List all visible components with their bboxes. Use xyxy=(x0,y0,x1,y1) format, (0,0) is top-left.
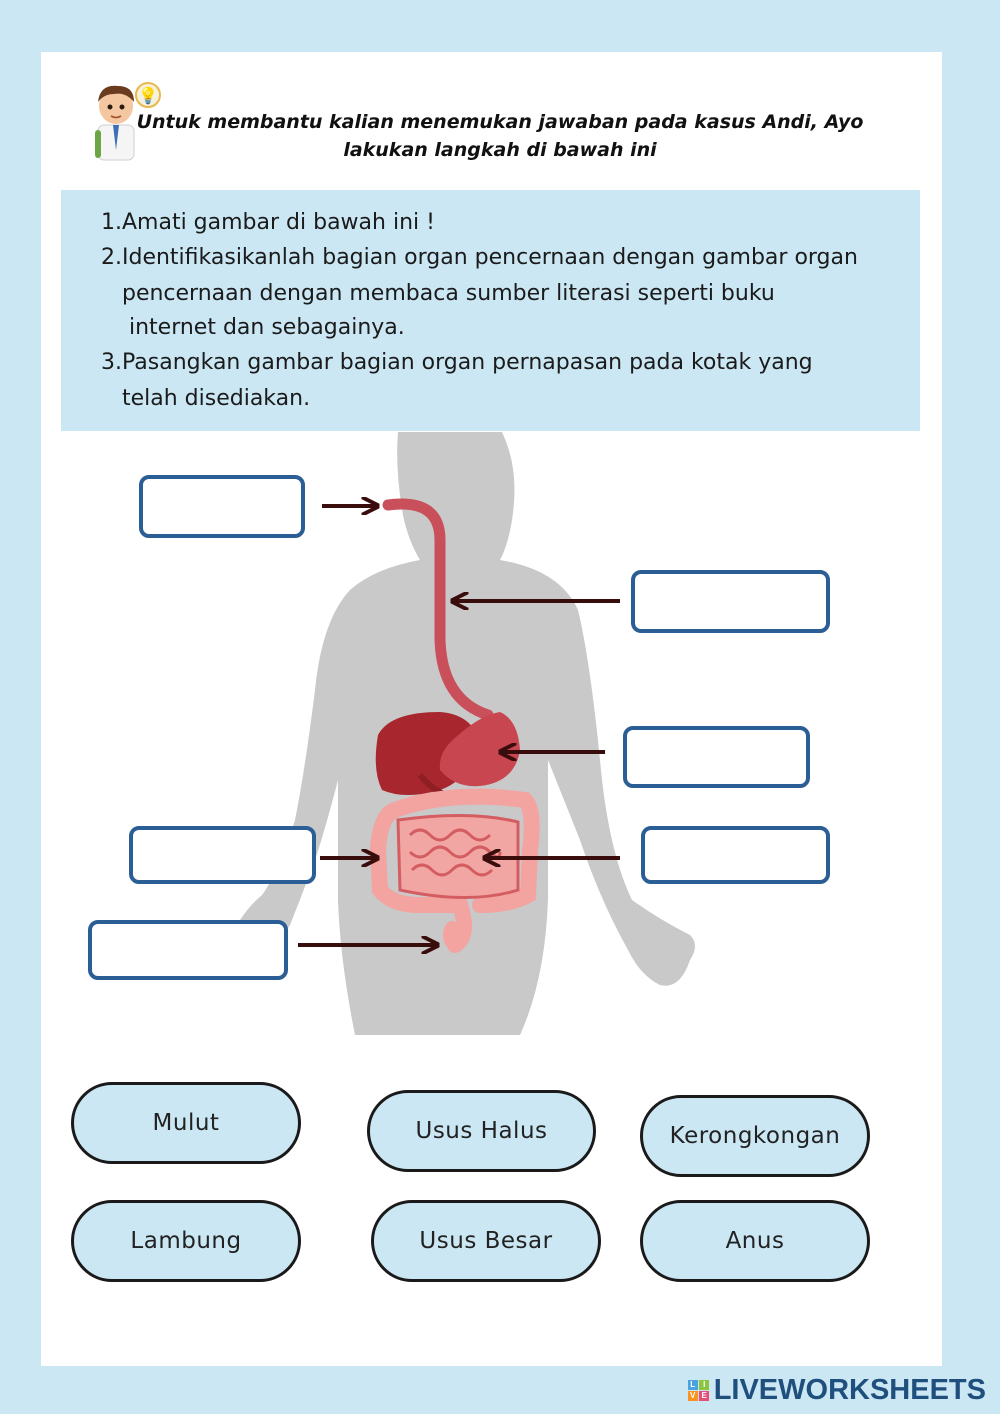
step-2-cont-a: pencernaan dengan membaca sumber literasi seperti buku xyxy=(101,281,775,306)
answer-box-6[interactable] xyxy=(88,920,288,980)
step-3: 3.Pasangkan gambar bagian organ pernapasan pada kotak yang xyxy=(101,350,813,375)
answer-box-2[interactable] xyxy=(631,570,830,633)
step-2-cont-b: internet dan sebagainya. xyxy=(101,315,405,340)
answer-box-5[interactable] xyxy=(641,826,830,884)
intro-line-2: lakukan langkah di bawah ini xyxy=(343,139,657,161)
step-2: 2.Identifikasikanlah bagian organ pencernaan dengan gambar organ xyxy=(101,245,858,270)
intro-text xyxy=(130,108,870,164)
label-mulut[interactable]: Mulut xyxy=(71,1082,301,1164)
label-usus-besar[interactable]: Usus Besar xyxy=(371,1200,601,1282)
liveworksheets-logo xyxy=(688,1374,986,1407)
label-usus-halus[interactable]: Usus Halus xyxy=(367,1090,596,1172)
label-lambung[interactable]: Lambung xyxy=(71,1200,301,1282)
step-3-cont: telah disediakan. xyxy=(101,386,311,411)
label-kerongkongan[interactable]: Kerongkongan xyxy=(640,1095,870,1177)
liveworksheets-logo-icon: L I V E xyxy=(688,1380,710,1402)
intro-line-1: Untuk membantu kalian menemukan jawaban pada kasus Andi, Ayo xyxy=(136,111,864,133)
svg-text:💡: 💡 xyxy=(138,86,158,105)
answer-box-4[interactable] xyxy=(129,826,316,884)
answer-box-1[interactable] xyxy=(139,475,305,538)
instructions-panel xyxy=(61,190,920,431)
step-1: 1.Amati gambar di bawah ini ! xyxy=(101,210,435,235)
answer-box-3[interactable] xyxy=(623,726,810,788)
label-anus[interactable]: Anus xyxy=(640,1200,870,1282)
brand-name: LIVEWORKSHEETS xyxy=(713,1374,986,1406)
